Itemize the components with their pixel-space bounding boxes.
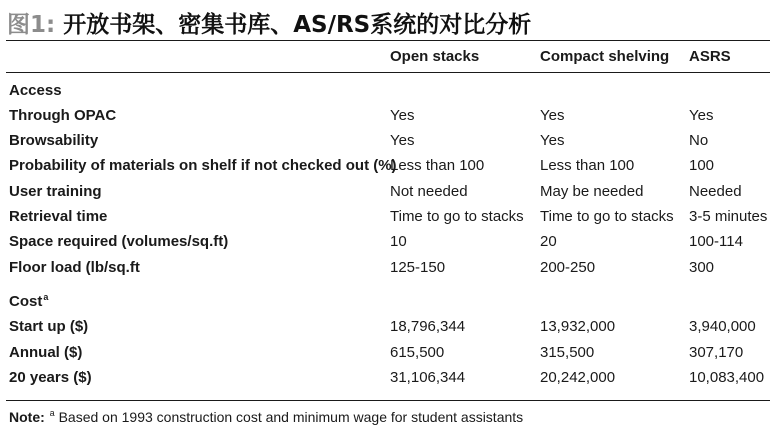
row-label: 20 years ($) bbox=[9, 369, 92, 386]
row-label: Annual ($) bbox=[9, 344, 83, 361]
cell-open-stacks: 125-150 bbox=[390, 259, 446, 276]
figure-number: 图1: bbox=[7, 11, 56, 38]
cell-asrs: 3,940,000 bbox=[689, 318, 756, 335]
column-header-open-stacks: Open stacks bbox=[390, 48, 480, 65]
row-label: Browsability bbox=[9, 132, 99, 149]
figure-title bbox=[0, 4, 775, 40]
cell-open-stacks: Yes bbox=[390, 107, 415, 124]
cell-asrs: 300 bbox=[689, 259, 715, 276]
note-prefix: Note: bbox=[9, 409, 45, 425]
cell-open-stacks: 31,106,344 bbox=[390, 369, 466, 386]
cell-compact-shelving: 20 bbox=[540, 233, 557, 250]
cell-asrs: 307,170 bbox=[689, 344, 744, 361]
cell-asrs: 10,083,400 bbox=[689, 369, 765, 386]
cell-open-stacks: Time to go to stacks bbox=[390, 208, 524, 225]
table-bottom-rule bbox=[6, 400, 770, 401]
footnote-marker: a bbox=[43, 292, 49, 302]
row-label: Retrieval time bbox=[9, 208, 108, 225]
cell-compact-shelving: 200-250 bbox=[540, 259, 596, 276]
cell-compact-shelving: 20,242,000 bbox=[540, 369, 616, 386]
cell-asrs: Needed bbox=[689, 183, 742, 200]
footnote-marker: a bbox=[49, 408, 55, 418]
cell-compact-shelving: Yes bbox=[540, 107, 565, 124]
section-label-cost: Cost$^a$ bbox=[9, 292, 49, 310]
cell-open-stacks: 18,796,344 bbox=[390, 318, 466, 335]
cell-asrs: Yes bbox=[689, 107, 714, 124]
section-label-access: Access bbox=[9, 82, 62, 99]
cell-open-stacks: Yes bbox=[390, 132, 415, 149]
table-header-rule bbox=[6, 72, 770, 73]
row-label: Start up ($) bbox=[9, 318, 89, 335]
row-label: Probability of materials on shelf if not checked out (%) bbox=[9, 157, 397, 174]
column-header-asrs: ASRS bbox=[689, 48, 731, 65]
row-label: Space required (volumes/sq.ft) bbox=[9, 233, 229, 250]
column-header-compact-shelving: Compact shelving bbox=[540, 48, 670, 65]
row-label: User training bbox=[9, 183, 102, 200]
cell-compact-shelving: 315,500 bbox=[540, 344, 595, 361]
cell-asrs: 100-114 bbox=[689, 233, 743, 250]
note-text: Based on 1993 construction cost and minimum wage for student assistants bbox=[58, 409, 524, 425]
cell-compact-shelving: Yes bbox=[540, 132, 565, 149]
table-footnote bbox=[9, 408, 523, 426]
cell-open-stacks: 10 bbox=[390, 233, 407, 250]
row-label: Through OPAC bbox=[9, 107, 117, 124]
cell-asrs: 100 bbox=[689, 157, 715, 174]
cell-open-stacks: Not needed bbox=[390, 183, 468, 200]
cell-compact-shelving: 13,932,000 bbox=[540, 318, 616, 335]
cell-open-stacks: Less than 100 bbox=[390, 157, 485, 174]
cell-compact-shelving: Time to go to stacks bbox=[540, 208, 674, 225]
cell-asrs: No bbox=[689, 132, 709, 149]
cell-compact-shelving: Less than 100 bbox=[540, 157, 635, 174]
cell-compact-shelving: May be needed bbox=[540, 183, 644, 200]
cell-asrs: 3-5 minutes bbox=[689, 208, 768, 225]
cell-open-stacks: 615,500 bbox=[390, 344, 445, 361]
row-label: Floor load (lb/sq.ft bbox=[9, 259, 140, 276]
figure-caption: 开放书架、密集书库、AS/RS系统的对比分析 bbox=[63, 11, 532, 38]
table-top-rule bbox=[6, 40, 770, 41]
